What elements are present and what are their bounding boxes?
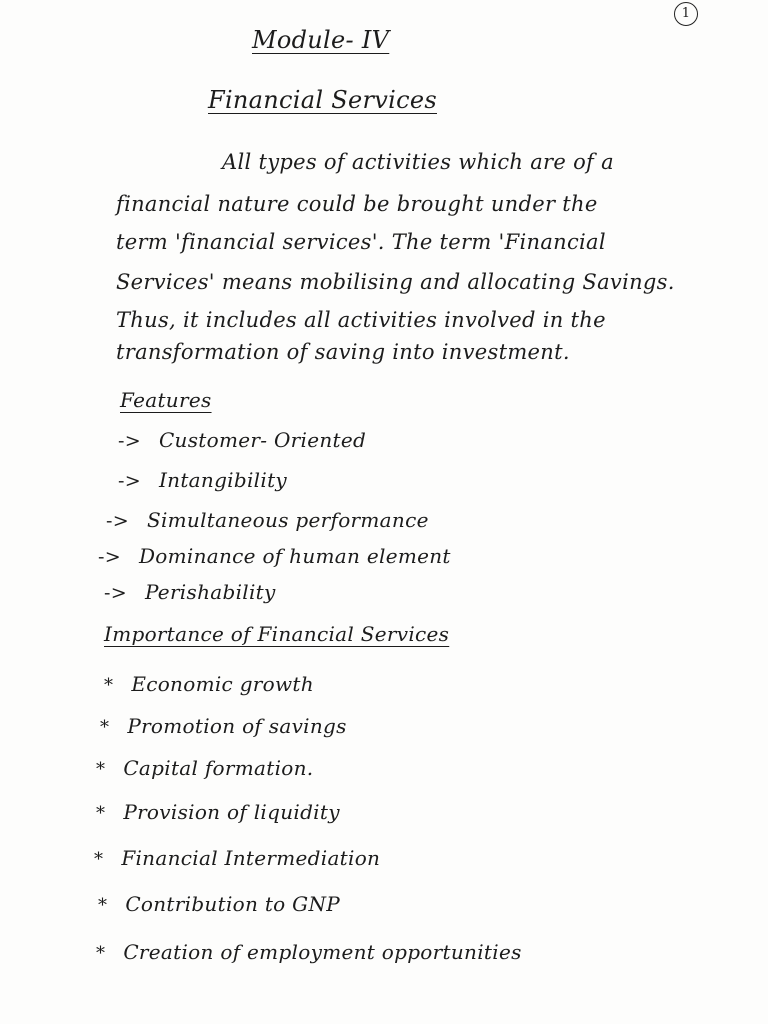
list-item: * Promotion of savings <box>100 714 347 738</box>
star-icon: * <box>96 803 106 824</box>
arrow-icon: -> <box>118 430 141 452</box>
list-item: * Provision of liquidity <box>96 800 340 824</box>
module-heading: Module- IV <box>252 26 390 54</box>
arrow-icon: -> <box>104 582 127 604</box>
list-item: * Creation of employment opportunities <box>96 940 522 964</box>
list-item: -> Intangibility <box>118 468 288 492</box>
importance-heading: Importance of Financial Services <box>104 622 450 646</box>
list-item: -> Simultaneous performance <box>106 508 429 532</box>
star-icon: * <box>96 759 106 780</box>
list-item: -> Perishability <box>104 580 276 604</box>
star-icon: * <box>104 675 114 696</box>
list-item: * Economic growth <box>104 672 314 696</box>
list-item: -> Dominance of human element <box>98 544 451 568</box>
star-icon: * <box>94 849 104 870</box>
arrow-icon: -> <box>118 470 141 492</box>
star-icon: * <box>98 895 108 916</box>
paragraph-line: All types of activities which are of a <box>222 150 614 174</box>
arrow-icon: -> <box>98 546 121 568</box>
features-heading: Features <box>120 388 212 412</box>
paragraph-line: transformation of saving into investment. <box>116 340 570 364</box>
page-title: Financial Services <box>208 86 437 114</box>
star-icon: * <box>100 717 110 738</box>
list-item: * Capital formation. <box>96 756 314 780</box>
list-item: * Contribution to GNP <box>98 892 340 916</box>
star-icon: * <box>96 943 106 964</box>
paragraph-line: financial nature could be brought under the <box>116 192 598 216</box>
list-item: -> Customer- Oriented <box>118 428 367 452</box>
paragraph-line: Services' means mobilising and allocating Savings. <box>116 270 675 294</box>
arrow-icon: -> <box>106 510 129 532</box>
paragraph-line: Thus, it includes all activities involved in the <box>116 308 606 332</box>
paragraph-line: term 'financial services'. The term 'Financial <box>116 230 606 254</box>
list-item: * Financial Intermediation <box>94 846 381 870</box>
page-number: 1 <box>674 2 698 26</box>
